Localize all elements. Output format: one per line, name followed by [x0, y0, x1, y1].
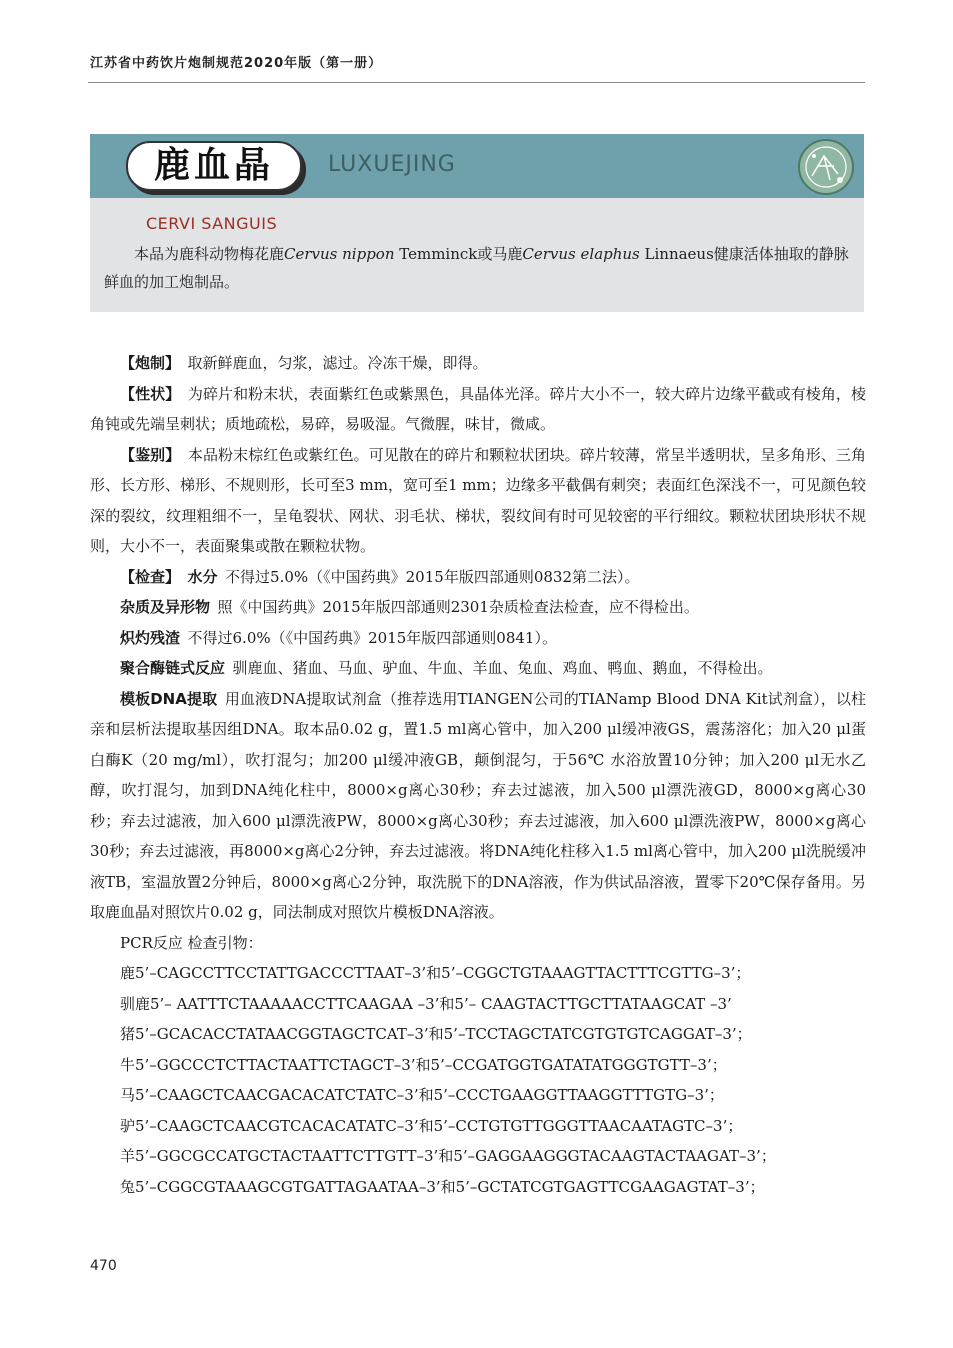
- section-label: 【检查】: [120, 567, 181, 586]
- monograph-body: [90, 348, 866, 1202]
- intro-text: Temminck或马鹿: [394, 245, 523, 263]
- section-text: 照《中国药典》2015年版四部通则2301杂质检查法检查，应不得检出。: [217, 598, 699, 616]
- identification-section: [90, 440, 866, 562]
- examination-pcr: [90, 653, 866, 684]
- section-text: 用血液DNA提取试剂盒（推荐选用TIANGEN公司的TIANamp Blood DNA Kit试剂盒），以柱亲和层析法提取基因组DNA。取本品0.02 g，置1.5 ml离心管中，加入200 μl缓冲液GS，震荡溶化；加入20 μl蛋白酶K（20 mg/ml），吹打混匀；加200 μl缓冲液GB，颠倒混匀，于56℃ 水浴放置10分钟；加入200 μl无水乙醇，吹打混匀，加到DNA纯化柱中，8000×g离心30秒；弃去过滤液，加入500 μl漂洗液GD，8000×g离心30秒；弃去过滤液，加入600 μl漂洗液PW，8000×g离心30秒；弃去过滤液，加入600 μl漂洗液PW，8000×g离心30秒；弃去过滤液，再8000×g离心2分钟，弃去过滤液。将DNA纯化柱移入1.5 ml离心管中，加入200 μl洗脱缓冲液TB，室温放置2分钟后，8000×g离心2分钟，取洗脱下的DNA溶液，作为供试品溶液，置零下20℃保存备用。另取鹿血晶对照饮片0.02 g，同法制成对照饮片模板DNA溶液。: [90, 689, 866, 921]
- subsection-label: 炽灼残渣: [120, 628, 181, 647]
- primer-line: 猪5’–GCACACCTATAACGGTAGCTCAT–3’和5’–TCCTAGCTATCGTGTGTCAGGAT–3’；: [120, 1025, 752, 1043]
- section-label: 【性状】: [120, 384, 181, 403]
- description-section: [90, 379, 866, 440]
- examination-water: [90, 562, 866, 593]
- subsection-label: 聚合酶链式反应: [120, 659, 226, 677]
- examination-ash: [90, 623, 866, 654]
- section-label: 【炮制】: [120, 354, 181, 372]
- section-text: 不得过5.0%（《中国药典》2015年版四部通则0832第二法）。: [225, 567, 640, 586]
- primer-line: 牛5’–GGCCCTCTTACTAATTCTAGCT–3’和5’–CCGATGGTGATATATGGGTGTT–3’；: [120, 1055, 727, 1074]
- banner-top-band: [90, 134, 864, 198]
- primer-line: 羊5’–GGCGCCATGCTACTAATTCTTGTT–3’和5’–GAGGAAGGGTACAAGTACTAAGAT–3’；: [120, 1147, 776, 1165]
- page-number: 470: [90, 1258, 117, 1274]
- section-text: 本品粉末棕红色或紫红色。可见散在的碎片和颗粒状团块。碎片较薄，常呈半透明状，呈多角形、三角形、长方形、梯形、不规则形，长可至3 mm，宽可至1 mm；边缘多平截偶有刺突；表面红色深浅不一，可见颜色较深的裂纹，纹理粗细不一，呈龟裂状、网状、羽毛状、梯状，裂纹间有时可见较密的平行细纹。颗粒状团块形状不规则，大小不一，表面聚集或散在颗粒状物。: [90, 445, 866, 555]
- species-name: Cervus nippon: [284, 245, 395, 263]
- intro-text: Linnaeus健康活体抽取的静脉鲜血的加工炮制品。: [104, 245, 849, 291]
- primer-line: 鹿5’–CAGCCTTCCTATTGACCCTTAAT–3’和5’–CGGCTGTAAAGTTACTTTCGTTG–3’；: [120, 964, 751, 982]
- section-text: 为碎片和粉末状，表面紫红色或紫黑色，具晶体光泽。碎片大小不一，较大碎片边缘平截或有棱角，棱角钝或先端呈刺状；质地疏松，易碎，易吸湿。气微腥，味甘，微咸。: [90, 384, 866, 433]
- section-text: 不得过6.0%（《中国药典》2015年版四部通则0841）。: [187, 628, 557, 647]
- section-text: 取新鲜鹿血，匀浆，滤过。冷冻干燥，即得。: [187, 354, 488, 372]
- pcr-heading: PCR反应 检查引物：: [120, 933, 263, 952]
- primer-line: 马5’–CAAGCTCAACGACACATCTATC–3’和5’–CCCTGAAGGTTAAGGTTTGTG–3’；: [120, 1086, 724, 1104]
- monograph-title: 鹿血晶: [126, 141, 302, 191]
- running-header: 江苏省中药饮片炮制规范2020年版（第一册）: [90, 56, 383, 71]
- subsection-label: 模板DNA提取: [120, 689, 218, 708]
- herb-emblem-icon: [794, 136, 858, 198]
- intro-text: 本品为鹿科动物梅花鹿: [134, 245, 285, 263]
- monograph-banner: [90, 134, 864, 312]
- processing-section: [90, 348, 866, 379]
- section-text: 驯鹿血、猪血、马血、驴血、牛血、羊血、兔血、鸡血、鸭血、鹅血，不得检出。: [232, 659, 773, 677]
- species-name: Cervus elaphus: [522, 245, 640, 263]
- primer-line: 兔5’–CGGCGTAAAGCGTGATTAGAATAA–3’和5’–GCTATCGTGAGTTCGAAGAGTAT–3’；: [120, 1177, 765, 1196]
- intro-paragraph: [104, 240, 856, 296]
- examination-impurity: [90, 592, 866, 623]
- header-rule: [88, 82, 865, 83]
- monograph-pinyin: LUXUEJING: [328, 152, 456, 177]
- primer-line: 驴5’–CAAGCTCAACGTCACACATATC–3’和5’–CCTGTGTTGGGTTAACAATAGTC–3’；: [120, 1116, 743, 1135]
- latin-name: CERVI SANGUIS: [146, 214, 278, 233]
- subsection-label: 杂质及异形物: [120, 598, 211, 616]
- section-label: 【鉴别】: [120, 445, 181, 464]
- primer-line: 驯鹿5’– AATTTCTAAAAACCTTCAAGAA –3’和5’– CAAGTACTTGCTTATAAGCAT –3’: [120, 994, 732, 1013]
- examination-dna: [90, 684, 866, 928]
- subsection-label: 水分: [187, 567, 218, 586]
